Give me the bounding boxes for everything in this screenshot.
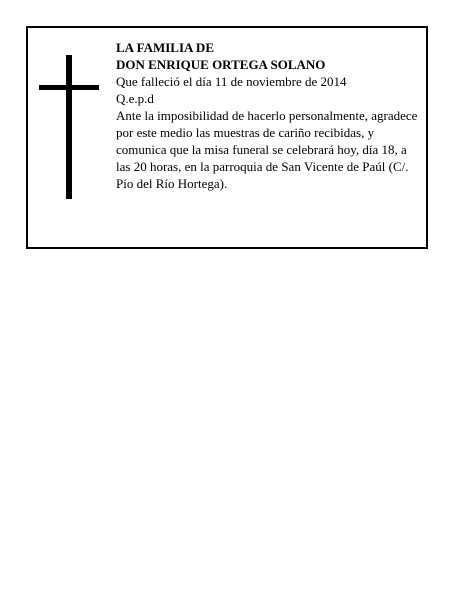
funeral-message: Ante la imposibilidad de hacerlo personalmente, agradece por este medio las muestras de cariño recibidas, y comunica que la misa funeral se celebrará hoy, día 18, a las 20 horas, en la parroquia de San Vicente de Paúl (C/. Pío del Río Hortega).	[116, 108, 418, 191]
family-heading: LA FAMILIA DE	[116, 40, 214, 55]
obituary-notice	[26, 26, 428, 249]
cross-vertical-bar	[66, 55, 72, 199]
deceased-name: DON ENRIQUE ORTEGA SOLANO	[116, 57, 326, 72]
rest-in-peace: Q.e.p.d	[116, 91, 154, 106]
cross-horizontal-bar	[39, 85, 99, 90]
notice-text	[116, 39, 422, 192]
death-date-line: Que falleció el día 11 de noviembre de 2014	[116, 74, 347, 89]
cross-icon	[39, 55, 99, 199]
